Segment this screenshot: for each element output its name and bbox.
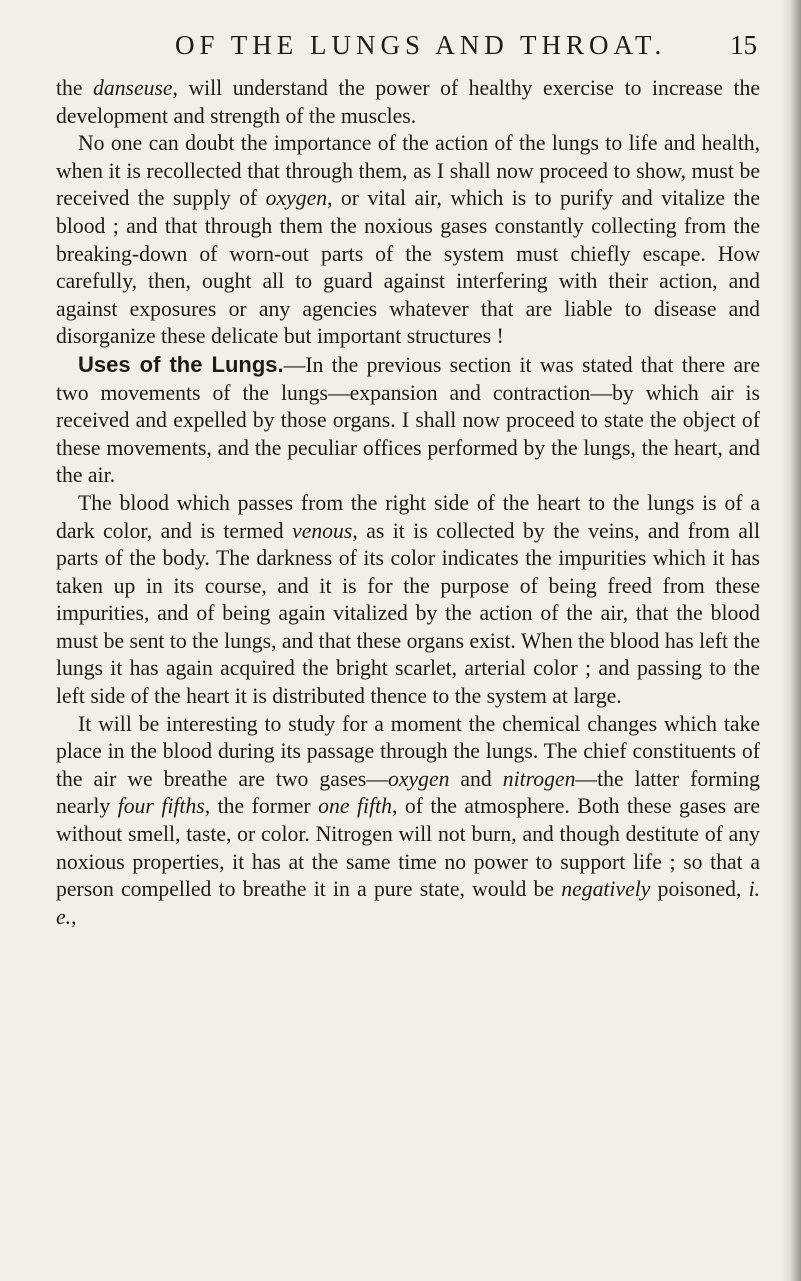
running-head [175,30,775,64]
text-run: , or vital air, which is to purify and vitalize the blood ; and that through them the noxious gases constantly collecting from the breaking-down of worn-out parts of the system must chiefly escape. How carefully, then, ought all to guard against interfering with their action, and against exposures or any agencies whatever that are liable to disease and disorganize these delicate but important structures ! [56,186,760,349]
italic-term: oxygen [388,766,450,791]
italic-term: i. e. [56,877,761,929]
italic-term: danseuse [93,76,173,100]
italic-term: nitrogen [502,766,576,791]
paragraph [56,711,760,932]
paragraph [56,130,760,351]
italic-term: negatively [561,877,651,902]
text-run: and [449,766,503,791]
text-run: No one can doubt the importance of the action of the lungs to life and health, when it is recollected that through them, as I shall now proceed to show, must be received the supply of [56,131,760,211]
body-text [56,75,760,931]
italic-term: one fifth [318,794,392,819]
text-run: —the latter forming nearly [56,766,760,819]
text-run: , as it is collected by the veins, and from all parts of the body. The darkness of its color indicates the impurities which it has taken up in its course, and it is for the purpose of being freed from these impurities, and of being again vitalized by the action of the air, that the blood must be sent to the lungs, and that these organs exist. When the blood has left the lungs it has again acquired the bright scarlet, arterial color ; and passing to the left side of the heart it is distributed thence to the system at large. [56,518,760,709]
text-run: , will understand the power of healthy exercise to increase the development and strength of the muscles. [56,76,760,128]
text-run: It will be interesting to study for a moment the chemical changes which take place in the blood during its passage through the lungs. The chief constituents of the air we breathe are two gases— [56,711,760,791]
running-head-title: OF THE LUNGS AND THROAT. [175,30,667,60]
paragraph [56,490,760,711]
paragraph [56,75,760,130]
text-run: , [71,904,77,929]
text-run: , the former [204,794,319,819]
paragraph [56,351,760,490]
text-run: —In the previous section it was stated that there are two movements of the lungs—expansion and contraction—by which air is received and expelled by those organs. I shall now proceed to state the object of these movements, and the peculiar offices performed by the lungs, the heart, and the air. [56,352,761,488]
italic-term: oxygen [265,186,328,211]
page-number: 15 [730,30,757,60]
italic-term: venous [292,518,353,543]
text-run: poisoned, [650,877,749,902]
text-run: The blood which passes from the right side of the heart to the lungs is of a dark color, and is termed [56,490,760,543]
text-run: the [56,76,94,100]
section-heading: Uses of the Lungs. [78,351,284,377]
italic-term: four fifths [117,794,205,819]
text-run: , of the atmosphere. Both these gases are without smell, taste, or color. Nitrogen will not burn, and though destitute of any noxious properties, it has at the same time no power to support life ; so that a person compelled to breathe it in a pure state, would be [56,794,760,902]
